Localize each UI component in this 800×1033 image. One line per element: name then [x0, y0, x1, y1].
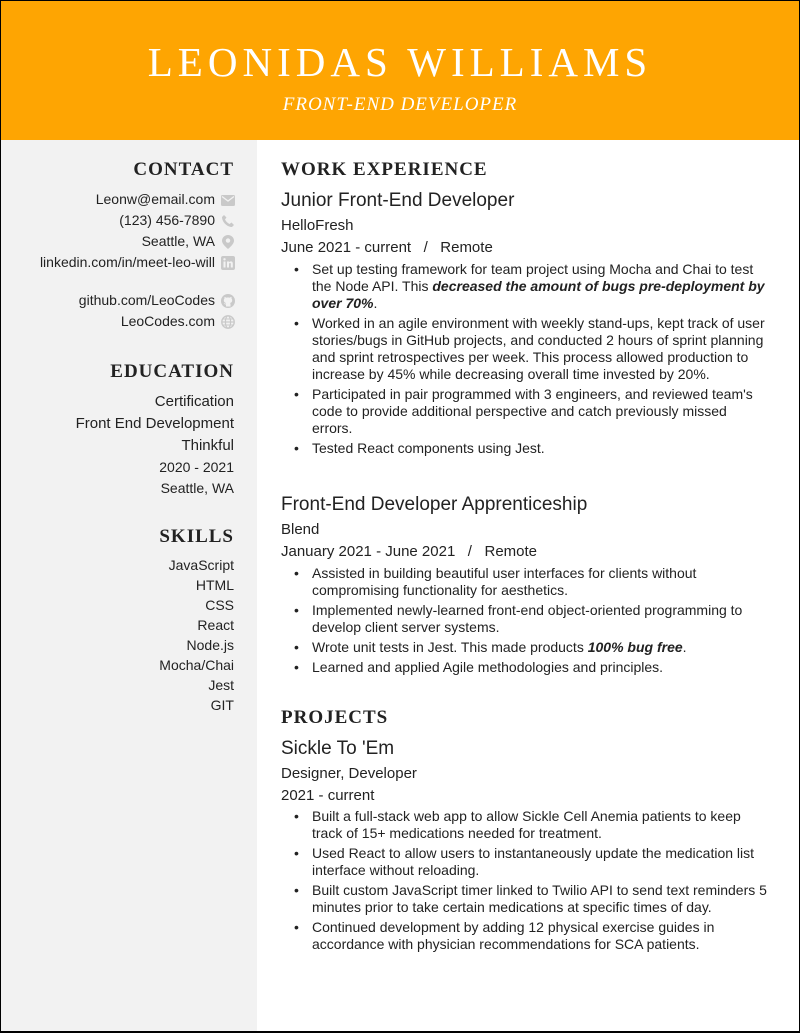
- list-item: • Tested React components using Jest.: [312, 440, 767, 457]
- contact-email[interactable]: [15, 191, 235, 208]
- job-company: HelloFresh: [281, 217, 354, 234]
- project-role: Designer, Developer: [281, 765, 417, 782]
- header-banner: [1, 1, 799, 140]
- skill-item: HTML: [195, 577, 234, 593]
- job-meta: [281, 239, 493, 257]
- contact-website[interactable]: [15, 313, 235, 330]
- job-location: Remote: [484, 543, 538, 560]
- projects-heading: PROJECTS: [281, 707, 389, 728]
- job-dates: January 2021 - June 2021: [281, 543, 456, 560]
- contact-location-text: Seattle, WA: [141, 233, 215, 249]
- project-title: Sickle To 'Em: [281, 738, 395, 759]
- contact-heading: CONTACT: [133, 159, 234, 180]
- globe-icon: [221, 315, 235, 329]
- contact-email-text: Leonw@email.com: [95, 191, 215, 207]
- education-location: Seattle, WA: [160, 480, 234, 496]
- meta-separator: /: [415, 239, 437, 256]
- skills-heading: SKILLS: [159, 526, 234, 547]
- sidebar: [1, 140, 257, 1031]
- contact-linkedin[interactable]: [15, 254, 235, 271]
- job-title: Junior Front-End Developer: [281, 190, 515, 211]
- list-item: • Used React to allow users to instantaneously update the medication list interface without reloading.: [312, 845, 767, 879]
- job-title: Front-End Developer Apprenticeship: [281, 494, 588, 515]
- list-item: • Participated in pair programmed with 3 engineers, and reviewed team's code to provide additional perspective and catch previously missed errors.: [312, 386, 767, 437]
- job-location: Remote: [440, 239, 493, 256]
- contact-phone-text: (123) 456-7890: [119, 212, 215, 228]
- meta-separator: /: [459, 543, 481, 560]
- resume-page: [1, 1, 799, 1031]
- list-item: • Worked in an agile environment with weekly stand-ups, kept track of user stories/bugs in GitHub projects, and conducted 2 hours of sprint planning and sprint retrospectives per week. This process allowed production to increase by 45% while decreasing overall time invested by 20%.: [312, 315, 767, 383]
- job-dates: June 2021 - current: [281, 239, 412, 256]
- skill-item: Node.js: [186, 637, 234, 653]
- work-experience-heading: WORK EXPERIENCE: [281, 159, 488, 180]
- list-item: • Learned and applied Agile methodologies and principles.: [312, 659, 767, 676]
- location-pin-icon: [221, 235, 235, 249]
- skill-item: Jest: [208, 677, 234, 693]
- education-dates: 2020 - 2021: [159, 459, 234, 475]
- job-bullets: [281, 261, 767, 460]
- candidate-title: FRONT-END DEVELOPER: [282, 94, 518, 115]
- education-school: Thinkful: [181, 437, 234, 454]
- list-item: • Assisted in building beautiful user interfaces for clients without compromising functionality for aesthetics.: [312, 565, 767, 599]
- contact-location: [15, 233, 235, 250]
- job-meta: [281, 543, 537, 561]
- contact-website-text: LeoCodes.com: [120, 313, 215, 329]
- education-field: Front End Development: [75, 415, 234, 432]
- contact-github-text: github.com/LeoCodes: [78, 292, 215, 308]
- list-item: • Built custom JavaScript timer linked to Twilio API to send text reminders 5 minutes prior to take certain medications at specific times of day.: [312, 882, 767, 916]
- project-dates: 2021 - current: [281, 787, 375, 804]
- list-item: • Set up testing framework for team project using Mocha and Chai to test the Node API. This decreased the amount of bugs pre-deployment by over 70%.: [312, 261, 767, 312]
- list-item: • Implemented newly-learned front-end object-oriented programming to develop client server systems.: [312, 602, 767, 636]
- skill-item: React: [197, 617, 234, 633]
- candidate-name: LEONIDAS WILLIAMS: [147, 39, 653, 85]
- skill-item: GIT: [210, 697, 234, 713]
- list-item: • Continued development by adding 12 physical exercise guides in accordance with physician recommendations for SCA patients.: [312, 919, 767, 953]
- list-item: • Wrote unit tests in Jest. This made products 100% bug free.: [312, 639, 767, 656]
- contact-linkedin-text: linkedin.com/in/meet-leo-will: [39, 254, 215, 270]
- job-bullets: [281, 565, 767, 679]
- skill-item: Mocha/Chai: [159, 657, 234, 673]
- skill-item: JavaScript: [168, 557, 234, 573]
- linkedin-icon: [221, 256, 235, 270]
- email-icon: [221, 193, 235, 207]
- phone-icon: [221, 214, 235, 228]
- github-icon: [221, 294, 235, 308]
- project-bullets: [281, 808, 767, 956]
- education-heading: EDUCATION: [110, 361, 234, 382]
- contact-github[interactable]: [15, 292, 235, 309]
- list-item: • Built a full-stack web app to allow Sickle Cell Anemia patients to keep track of 15+ medications needed for treatment.: [312, 808, 767, 842]
- job-company: Blend: [281, 521, 320, 538]
- education-degree: Certification: [154, 393, 234, 410]
- skill-item: CSS: [205, 597, 234, 613]
- contact-phone[interactable]: [15, 212, 235, 229]
